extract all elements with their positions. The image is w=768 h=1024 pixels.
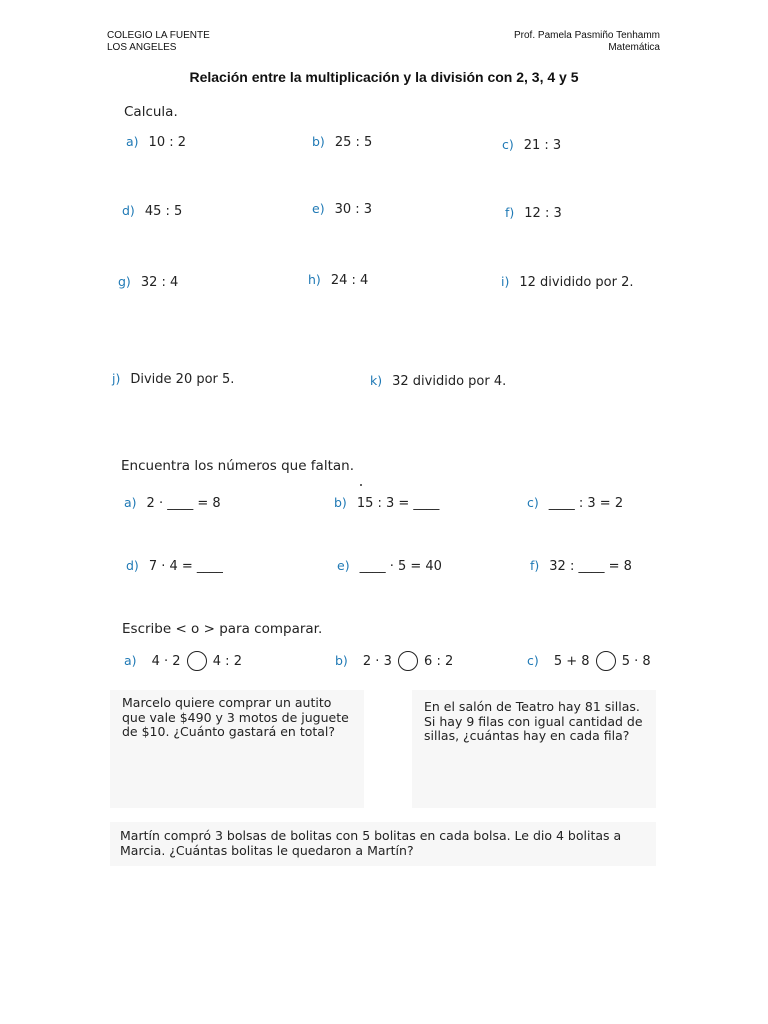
item-label: j) (112, 371, 121, 386)
item-label: b) (334, 495, 347, 510)
item-label: c) (502, 137, 514, 152)
compare-left: 4 · 2 (151, 654, 181, 669)
section2-instruction: Encuentra los números que faltan. (121, 458, 354, 474)
item-label: a) (124, 653, 137, 668)
calc-item-i (501, 271, 634, 290)
word-problem-2: En el salón de Teatro hay 81 sillas. Si hay 9 filas con igual cantidad de sillas, ¿cuántas hay en cada fila? (424, 699, 643, 743)
item-label: f) (530, 558, 540, 573)
item-expression: 12 : 3 (524, 206, 562, 221)
item-label: i) (501, 274, 510, 289)
missing-item-e (337, 555, 442, 574)
calc-item-g (118, 271, 178, 290)
item-label: d) (126, 558, 139, 573)
item-label: c) (527, 495, 539, 510)
subject-name: Matemática (608, 42, 660, 53)
calc-item-h (308, 269, 368, 288)
word-problem-3: Martín compró 3 bolsas de bolitas con 5 bolitas en cada bolsa. Le dio 4 bolitas a Marcia. ¿Cuántas bolitas le quedaron a Martín? (120, 828, 622, 858)
missing-item-f (530, 555, 632, 574)
item-label: e) (312, 201, 325, 216)
section3-instruction: Escribe < o > para comparar. (122, 621, 323, 637)
item-expression: Divide 20 por 5. (130, 372, 235, 387)
item-label: a) (124, 495, 137, 510)
item-label: c) (527, 653, 539, 668)
calc-item-e (312, 198, 372, 217)
compare-item-b (335, 650, 453, 671)
answer-circle[interactable] (596, 651, 616, 671)
page-title: Relación entre la multiplicación y la división con 2, 3, 4 y 5 (189, 69, 579, 85)
item-expression: 32 : ____ = 8 (549, 559, 632, 574)
item-expression: ____ : 3 = 2 (548, 496, 624, 511)
item-expression: 32 : 4 (140, 275, 179, 290)
calc-item-d (122, 200, 182, 219)
stray-dot (360, 484, 362, 486)
compare-right: 6 : 2 (424, 654, 454, 669)
section1-instruction: Calcula. (124, 104, 178, 120)
item-label: d) (122, 203, 135, 218)
item-label: b) (312, 134, 325, 149)
item-label: f) (505, 205, 515, 220)
calc-item-c (502, 134, 561, 153)
item-label: g) (118, 274, 131, 289)
school-city: LOS ANGELES (107, 42, 177, 53)
item-expression: 30 : 3 (334, 202, 373, 217)
item-label: k) (370, 373, 383, 388)
compare-right: 5 · 8 (621, 654, 651, 669)
missing-item-d (126, 555, 223, 574)
calc-item-j (112, 368, 234, 387)
item-label: a) (126, 134, 139, 149)
compare-left: 2 · 3 (362, 654, 392, 669)
item-expression: 24 : 4 (330, 273, 369, 288)
school-name: COLEGIO LA FUENTE (107, 30, 210, 41)
missing-item-b (334, 492, 439, 511)
item-label: e) (337, 558, 350, 573)
calc-item-f (505, 202, 562, 221)
calc-item-a (126, 131, 186, 150)
item-expression: ____ · 5 = 40 (359, 559, 442, 574)
item-expression: 10 : 2 (148, 135, 187, 150)
item-label: h) (308, 272, 321, 287)
answer-circle[interactable] (187, 651, 207, 671)
compare-item-a (124, 650, 242, 671)
compare-right: 4 : 2 (212, 654, 242, 669)
teacher-name: Prof. Pamela Pasmiño Tenhamm (514, 30, 660, 41)
item-expression: 12 dividido por 2. (519, 275, 634, 290)
compare-left: 5 + 8 (553, 654, 590, 669)
item-expression: 15 : 3 = ____ (356, 496, 440, 511)
item-expression: 25 : 5 (334, 135, 373, 150)
calc-item-k (370, 370, 506, 389)
compare-item-c (527, 650, 651, 671)
item-expression: 45 : 5 (144, 204, 183, 219)
item-expression: 21 : 3 (523, 138, 562, 153)
word-problem-1: Marcelo quiere comprar un autito que vale $490 y 3 motos de juguete de $10. ¿Cuánto gastará en total? (122, 695, 349, 739)
missing-item-c (527, 492, 623, 511)
item-label: b) (335, 653, 348, 668)
calc-item-b (312, 131, 372, 150)
item-expression: 7 · 4 = ____ (148, 559, 223, 574)
answer-circle[interactable] (398, 651, 418, 671)
missing-item-a (124, 492, 221, 511)
item-expression: 2 · ____ = 8 (146, 496, 221, 511)
item-expression: 32 dividido por 4. (392, 374, 507, 389)
